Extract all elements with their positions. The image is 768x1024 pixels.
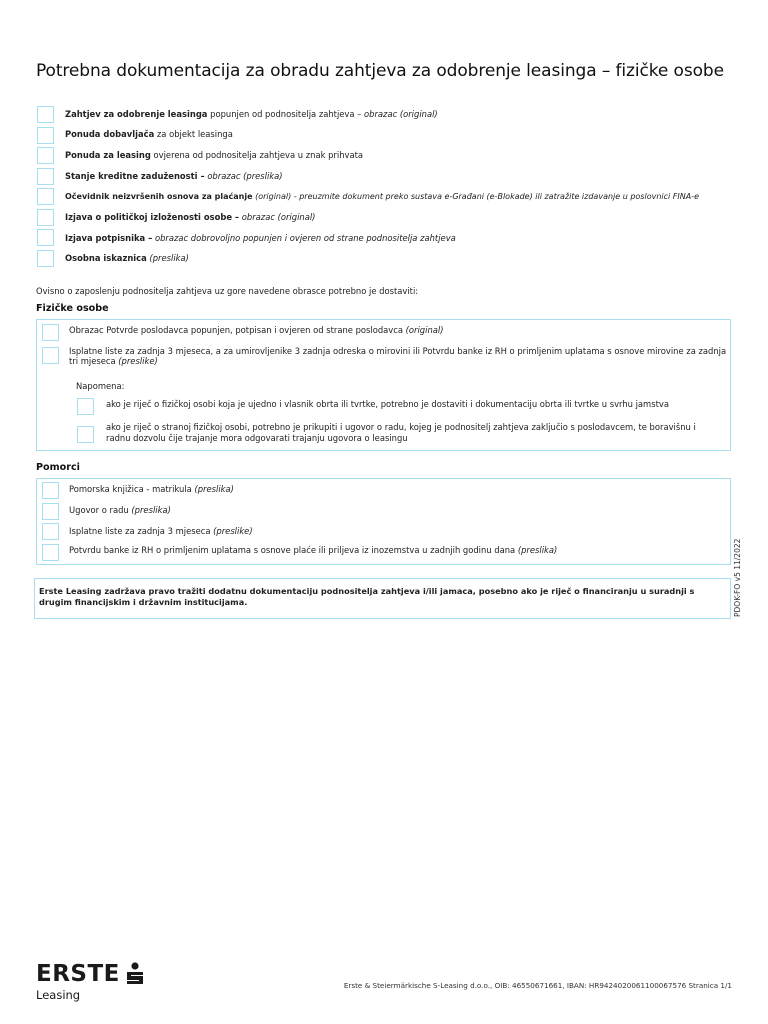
checklist-item: Zahtjev za odobrenje leasinga popunjen od podnositelja zahtjeva – obrazac (original) [65,109,438,119]
footer-text: Erste & Steiermärkische S-Leasing d.o.o., OIB: 46550671661, IBAN: HR9424020061100067576 Stranica 1/1 [343,981,732,990]
checkbox[interactable] [37,229,54,246]
logo-sub: Leasing [36,988,81,1002]
section-heading-pomorci: Pomorci [36,462,80,473]
checkbox[interactable] [42,503,59,520]
section-heading-fizicke: Fizičke osobe [36,303,109,314]
checklist-item: Osobna iskaznica (preslika) [65,253,189,263]
logo-brand: ERSTE [36,961,120,987]
checkbox[interactable] [37,188,54,205]
checkbox[interactable] [42,482,59,499]
fizicke-item: Obrazac Potvrde poslodavca popunjen, potpisan i ovjeren od strane poslodavca (original) [69,325,444,335]
erste-s-icon [124,962,146,986]
checkbox[interactable] [42,347,59,364]
pomorci-item: Isplatne liste za zadnja 3 mjeseca (preslike) [69,526,253,536]
fizicke-item: Isplatne liste za zadnja 3 mjeseca, a za umirovljenike 3 zadnja odreska o mirovini ili Potvrdu banke iz RH o primljenim uplatama s osnove mirovine za zadnja tri mjeseca (preslike) [69,346,727,366]
checkbox[interactable] [77,426,94,443]
form-code: PDOK-FO v5 11/2022 [733,538,742,617]
note-label: Napomena: [76,381,125,391]
pomorci-box [36,478,731,565]
checklist-item: Ponuda dobavljača za objekt leasinga [65,129,233,139]
checkbox[interactable] [42,523,59,540]
erste-leasing-logo [36,962,146,1002]
checklist-item: Izjava o političkoj izloženosti osobe – obrazac (original) [65,212,316,222]
checkbox[interactable] [37,209,54,226]
fizicke-box [36,319,731,451]
pomorci-item: Potvrdu banke iz RH o primljenim uplatama s osnove plaće ili priljeva iz inozemstva u zadnjih godinu dana (preslika) [69,545,558,555]
note-item: ako je riječ o stranoj fizičkoj osobi, potrebno je prikupiti i ugovor o radu, kojeg je podnositelj zahtjeva zaključio s poslodavcem, te boravišnu i radnu dozvolu čije trajanje mora odgovarati trajanju ugovora o leasingu [106,422,696,443]
checklist-item: Stanje kreditne zaduženosti – obrazac (preslika) [65,171,283,181]
page-title: Potrebna dokumentacija za obradu zahtjeva za odobrenje leasinga – fizičke osobe [36,61,724,81]
checkbox[interactable] [37,250,54,267]
note-item: ako je riječ o fizičkoj osobi koja je ujedno i vlasnik obrta ili tvrtke, potrebno je dostaviti i dokumentaciju obrta ili tvrtke u svrhu jamstva [106,399,669,409]
intro-text: Ovisno o zaposlenju podnositelja zahtjeva uz gore navedene obrasce potrebno je dostaviti: [36,286,419,296]
checkbox[interactable] [37,147,54,164]
checkbox[interactable] [77,398,94,415]
checkbox[interactable] [37,106,54,123]
checkbox[interactable] [42,544,59,561]
pomorci-item: Ugovor o radu (preslika) [69,505,171,515]
disclaimer-box [34,578,731,619]
checkbox[interactable] [42,324,59,341]
pomorci-item: Pomorska knjižica - matrikula (preslika) [69,484,234,494]
checkbox[interactable] [37,168,54,185]
checklist-item: Izjava potpisnika – obrazac dobrovoljno popunjen i ovjeren od strane podnositelja zahtjeva [65,233,456,243]
checkbox[interactable] [37,127,54,144]
disclaimer-text: Erste Leasing zadržava pravo tražiti dodatnu dokumentaciju podnositelja zahtjeva i/ili jamaca, posebno ako je riječ o financiranju u suradnji s drugim financijskim i državnim institucijama. [39,586,695,607]
checklist-item: Očevidnik neizvršenih osnova za plaćanje (original) - preuzmite dokument preko sustava e-Građani (e-Blokade) ili zatražite izdavanje u poslovnici FINA-e [65,192,700,201]
checklist-item: Ponuda za leasing ovjerena od podnositelja zahtjeva u znak prihvata [65,150,364,160]
